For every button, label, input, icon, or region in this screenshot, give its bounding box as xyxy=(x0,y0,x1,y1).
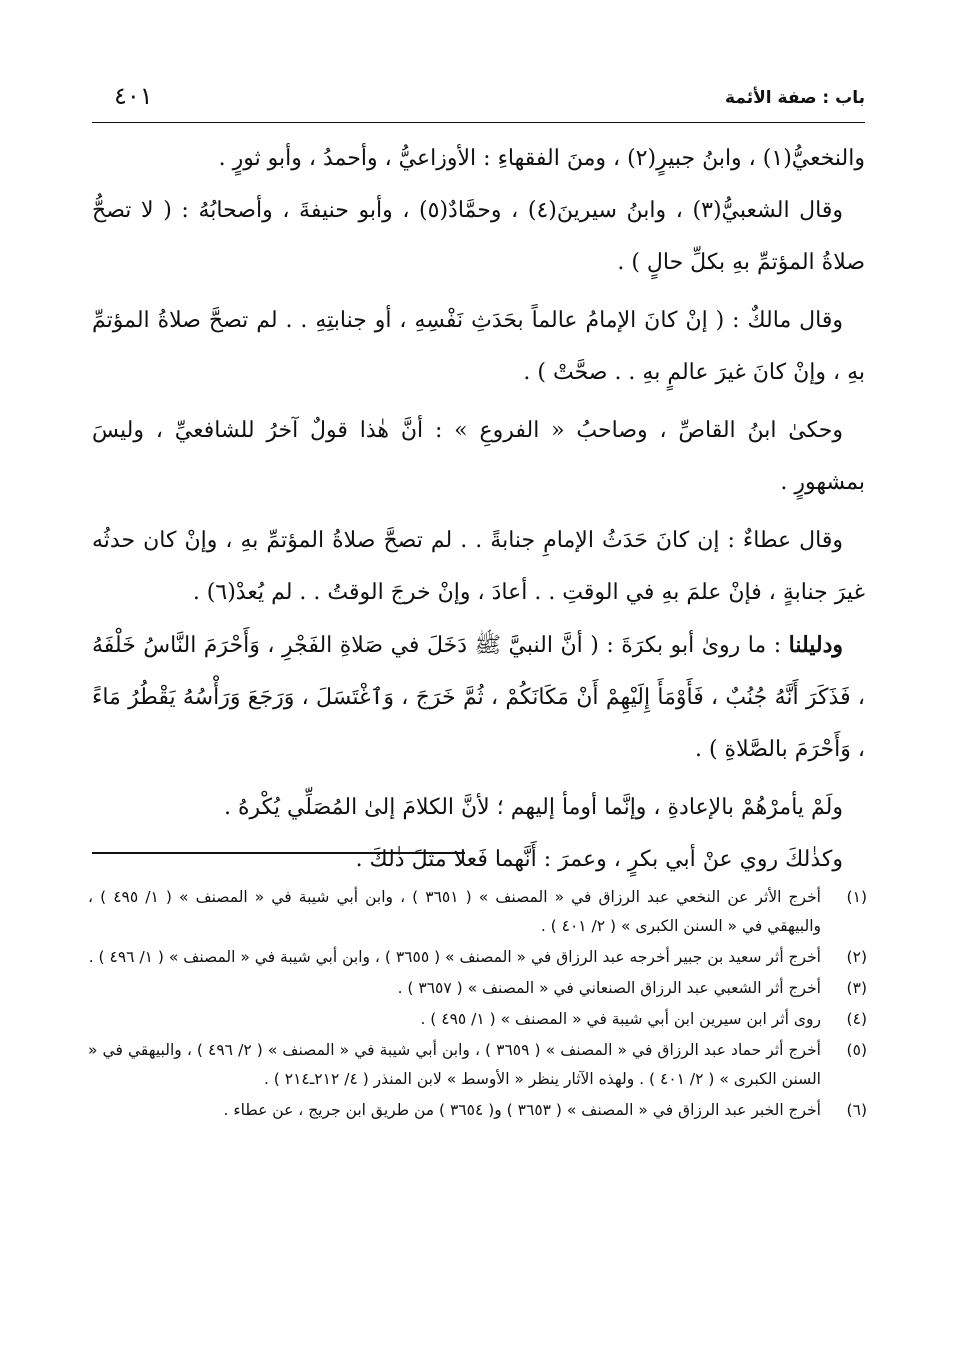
page-header xyxy=(92,82,865,123)
footnote xyxy=(88,883,867,941)
closing-paragraph-2: وكذٰلكَ روي عنْ أبي بكرٍ ، وعمرَ : أَنَّهما فَعلا مثلَ ذٰلكَ . xyxy=(355,847,843,872)
paragraph-2: وقال الشعبيُّ(٣) ، وابنُ سيرينَ(٤) ، وحمَّادٌ(٥) ، وأبو حنيفةَ ، وأصحابُهُ : ( لا تصحُّ صلاةُ المؤتمِّ بهِ بكلِّ حالٍ ) . xyxy=(92,198,865,275)
running-title: باب : صفة الأئمة xyxy=(725,88,865,108)
footnote xyxy=(88,974,867,1003)
footnotes xyxy=(88,883,867,1127)
footnote xyxy=(88,943,867,972)
paragraph-3: وقال مالكٌ : ( إنْ كانَ الإمامُ عالماً بحَدَثِ نَفْسِهِ ، أو جنابتِهِ . . لم تصحَّ صلاةُ المؤتمِّ بهِ ، وإنْ كانَ غيرَ عالمٍ بهِ . . صحَّتْ ) . xyxy=(92,308,865,385)
footnote-number: (٦) xyxy=(846,1101,867,1119)
footnote-number: (٢) xyxy=(846,948,867,966)
evidence-paragraph xyxy=(92,619,865,776)
paragraph-1: والنخعيُّ(١) ، وابنُ جبيرٍ(٢) ، ومنَ الفقهاءِ : الأوزاعيُّ ، وأحمدُ ، وأبو ثورٍ . xyxy=(218,146,865,171)
footnote-number: (٥) xyxy=(846,1041,867,1059)
footnote xyxy=(88,1096,867,1125)
evidence-lead: ودليلنا xyxy=(788,632,843,658)
main-text xyxy=(92,133,865,886)
footnote xyxy=(88,1005,867,1034)
evidence-text: : ما روىٰ أبو بكرَةَ : ( أنَّ النبيَّ ﷺ دَخَلَ في صَلاةِ الفَجْرِ ، وَأَحْرَمَ النَّاسُ خَلْفَهُ ، فَذَكَرَ أَنَّهُ جُنُبٌ ، فَأَوْمَأَ إِلَيْهِمْ أَنْ مَكَانَكُمْ ، ثُمَّ خَرَجَ ، وَٱغْتَسَلَ ، وَرَجَعَ وَرَأْسُهُ يَقْطُرُ مَاءً ، وَأَحْرَمَ بالصَّلاةِ ) . xyxy=(92,633,865,762)
page-number: ٤٠١ xyxy=(114,82,153,110)
footnote xyxy=(88,1036,867,1094)
paragraph-4: وحكىٰ ابنُ القاصِّ ، وصاحبُ « الفروعِ » : أنَّ هٰذا قولٌ آخرُ للشافعيِّ ، وليسَ بمشهورٍ . xyxy=(92,418,865,495)
footnote-divider xyxy=(92,852,465,854)
footnote-text: أخرج أثر الشعبي عبد الرزاق الصنعاني في « المصنف » ( ٣٦٥٧ ) . xyxy=(397,979,821,997)
footnote-text: أخرج الخبر عبد الرزاق في « المصنف » ( ٣٦٥٣ ) و( ٣٦٥٤ ) من طريق ابن جريج ، عن عطاء . xyxy=(223,1101,821,1119)
footnote-text: أخرج أثر حماد عبد الرزاق في « المصنف » ( ٣٦٥٩ ) ، وابن أبي شيبة في « المصنف » ( ٢/ ٤٩٦ ) ، والبيهقي في « السنن الكبرى » ( ٢/ ٤٠١ ) . ولهذه الآثار ينظر « الأوسط » لابن المنذر ( ٤/ ٢١٢ـ٢١٤ ) . xyxy=(88,1041,821,1088)
closing-paragraph-1: ولَمْ يأمرْهُمْ بالإعادةِ ، وإنَّما أومأ إليهم ؛ لأنَّ الكلامَ إلىٰ المُصَلِّي يُكْرهُ . xyxy=(224,795,843,820)
footnote-text: أخرج الأثر عن النخعي عبد الرزاق في « المصنف » ( ٣٦٥١ ) ، وابن أبي شيبة في « المصنف » ( ١/ ٤٩٥ ) ، والبيهقي في « السنن الكبرى » ( ٢/ ٤٠١ ) . xyxy=(88,888,821,935)
footnote-text: أخرج أثر سعيد بن جبير أخرجه عبد الرزاق في « المصنف » ( ٣٦٥٥ ) ، وابن أبي شيبة في « المصنف » ( ١/ ٤٩٦ ) . xyxy=(88,948,821,966)
footnote-number: (٤) xyxy=(846,1010,867,1028)
footnote-number: (١) xyxy=(846,888,867,906)
paragraph-5: وقال عطاءٌ : إن كانَ حَدَثُ الإمامِ جنابةً . . لم تصحَّ صلاةُ المؤتمِّ بهِ ، وإنْ كان حدثُه غيرَ جنابةٍ ، فإنْ علمَ بهِ في الوقتِ . . أعادَ ، وإنْ خرجَ الوقتُ . . لم يُعدْ(٦) . xyxy=(92,528,865,605)
footnote-number: (٣) xyxy=(846,979,867,997)
footnote-text: روى أثر ابن سيرين ابن أبي شيبة في « المصنف » ( ١/ ٤٩٥ ) . xyxy=(420,1010,821,1028)
